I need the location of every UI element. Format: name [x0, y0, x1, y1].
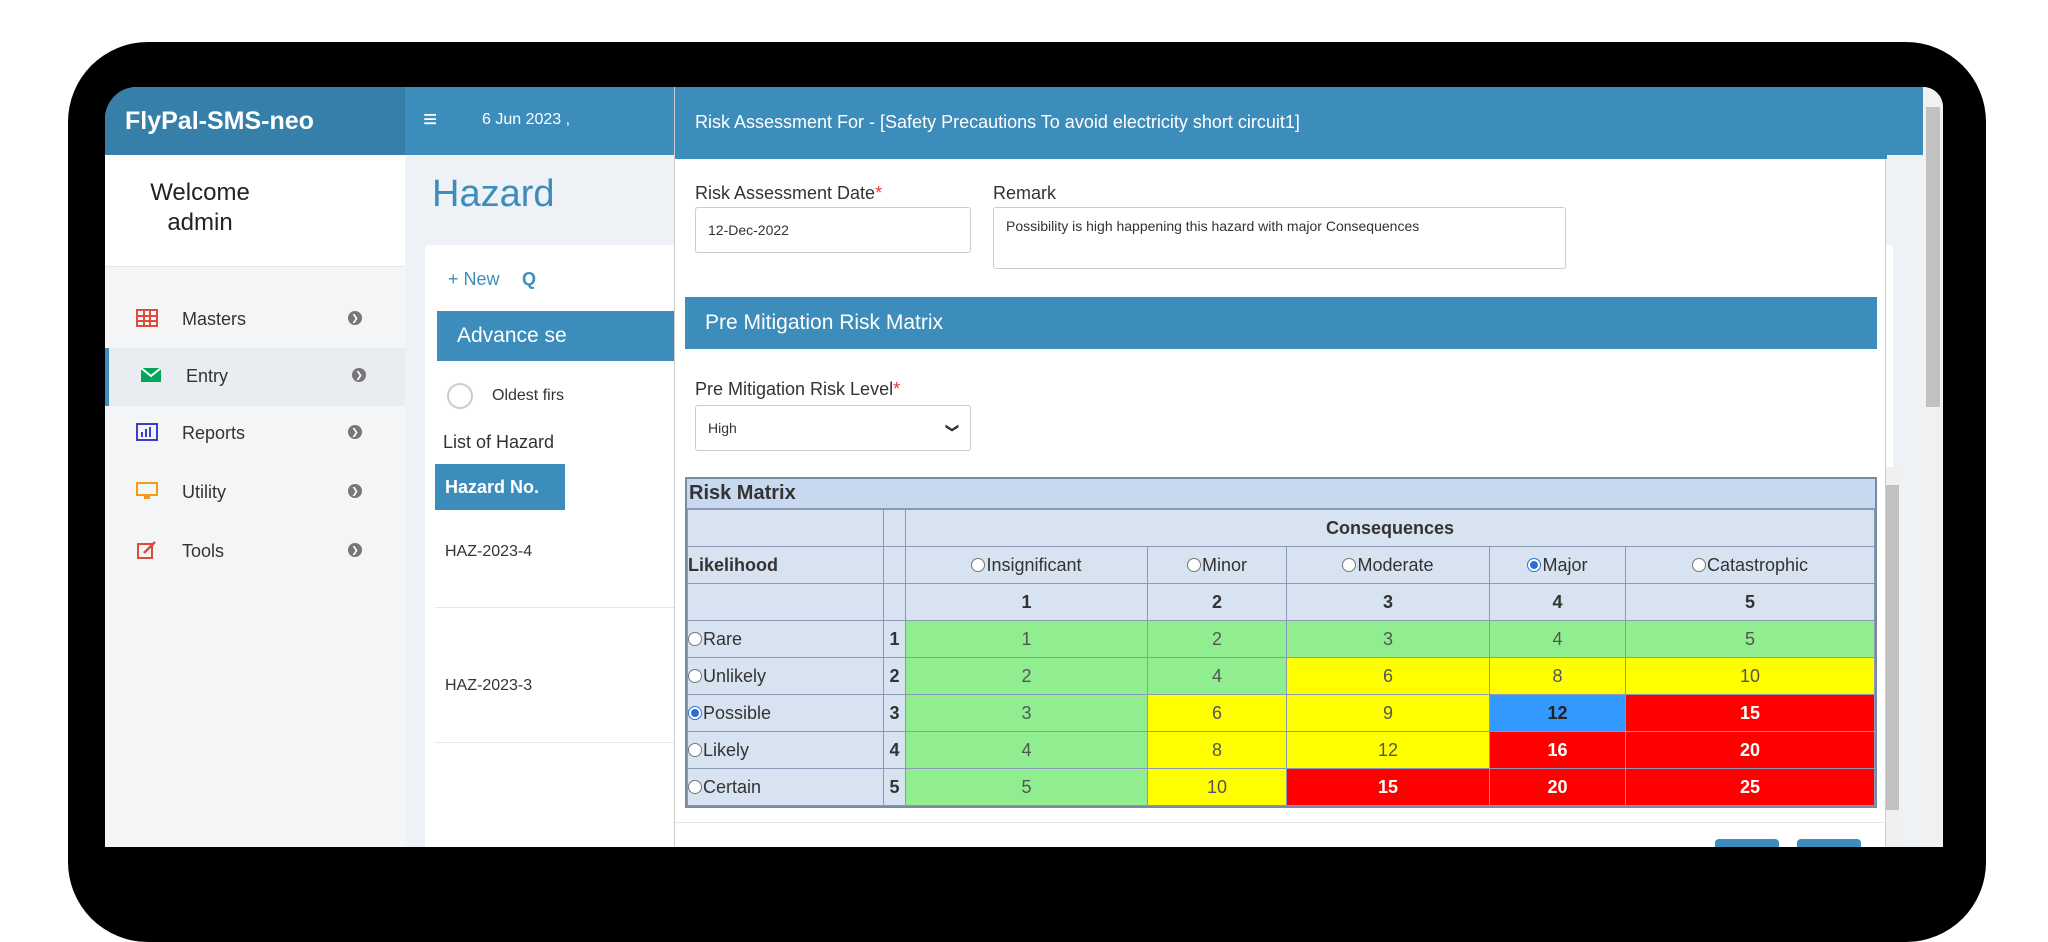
risk-score-cell: 12: [1490, 695, 1626, 732]
date-field-label: [695, 183, 882, 204]
likelihood-header: Likelihood: [688, 547, 884, 584]
consequence-radio[interactable]: [1187, 558, 1201, 572]
risk-score-cell: 5: [1626, 621, 1875, 658]
likelihood-radio[interactable]: [688, 743, 702, 757]
search-icon[interactable]: Q: [522, 269, 537, 289]
risk-date-input[interactable]: 12-Dec-2022: [695, 207, 971, 253]
risk-score-cell: 4: [1490, 621, 1626, 658]
consequence-number: 1: [906, 584, 1148, 621]
risk-score-cell: 20: [1490, 769, 1626, 806]
risk-score-cell: 5: [906, 769, 1148, 806]
consequence-insignificant[interactable]: [906, 547, 1148, 584]
likelihood-number: 3: [884, 695, 906, 732]
consequence-number: 3: [1287, 584, 1490, 621]
likelihood-label: Possible: [703, 702, 772, 723]
likelihood-number: 4: [884, 732, 906, 769]
consequence-number: 5: [1626, 584, 1875, 621]
likelihood-row-possible: [688, 695, 1875, 732]
sidebar-item-utility[interactable]: [105, 464, 405, 522]
consequence-minor[interactable]: [1148, 547, 1287, 584]
sidebar-item-masters[interactable]: [105, 291, 405, 349]
chevron-right-icon: ❯: [352, 368, 366, 382]
sidebar-item-label: Entry: [186, 366, 229, 386]
risk-score-cell: 16: [1490, 732, 1626, 769]
advance-search-label: Advance se: [457, 324, 567, 347]
sidebar-item-label: Reports: [182, 423, 246, 443]
risk-score-cell: 6: [1287, 658, 1490, 695]
edit-icon: [136, 541, 158, 559]
risk-level-value: High: [708, 420, 737, 436]
menu-toggle-icon[interactable]: ≡: [423, 106, 438, 133]
likelihood-label: Unlikely: [703, 665, 767, 686]
likelihood-option[interactable]: [688, 621, 884, 658]
required-mark: *: [893, 379, 901, 399]
risk-score-cell: 3: [1287, 621, 1490, 658]
section-title: Pre Mitigation Risk Matrix: [685, 297, 1877, 349]
oldest-first-label: Oldest firs: [492, 387, 565, 404]
bar-chart-icon: [136, 423, 158, 441]
risk-score-cell: 9: [1287, 695, 1490, 732]
remark-textarea[interactable]: Possibility is high happening this hazard with major Consequences: [993, 207, 1566, 269]
likelihood-label: Rare: [703, 628, 743, 649]
risk-score-cell: 1: [906, 621, 1148, 658]
sidebar-item-entry[interactable]: [105, 348, 405, 406]
likelihood-label: Certain: [703, 776, 762, 797]
likelihood-radio[interactable]: [688, 632, 702, 646]
likelihood-option[interactable]: [688, 732, 884, 769]
risk-score-cell: 4: [906, 732, 1148, 769]
consequence-moderate[interactable]: [1287, 547, 1490, 584]
oldest-first-radio[interactable]: [447, 383, 473, 409]
chevron-right-icon: ❯: [348, 543, 362, 557]
sidebar-item-tools[interactable]: [105, 523, 405, 581]
consequence-radio[interactable]: [1527, 558, 1541, 572]
likelihood-radio[interactable]: [688, 780, 702, 794]
likelihood-option[interactable]: [688, 695, 884, 732]
consequence-label: Moderate: [1357, 554, 1434, 575]
risk-score-cell: 15: [1626, 695, 1875, 732]
risk-score-cell: 12: [1287, 732, 1490, 769]
chevron-right-icon: ❯: [348, 311, 362, 325]
welcome-user: admin: [167, 209, 233, 236]
likelihood-number: 2: [884, 658, 906, 695]
chevron-right-icon: ❯: [348, 425, 362, 439]
monitor-icon: [136, 482, 158, 500]
risk-score-cell: 20: [1626, 732, 1875, 769]
risk-score-cell: 8: [1148, 732, 1287, 769]
app-screen: [105, 87, 1943, 847]
risk-level-field-label: [695, 379, 900, 400]
likelihood-label: Likely: [703, 739, 750, 760]
consequence-number: 2: [1148, 584, 1287, 621]
risk-assessment-modal: [674, 87, 1886, 847]
risk-matrix-body: [688, 621, 1875, 806]
risk-score-cell: 25: [1626, 769, 1875, 806]
risk-score-cell: 6: [1148, 695, 1287, 732]
table-scrollbar-thumb[interactable]: [1885, 485, 1899, 810]
risk-score-cell: 2: [906, 658, 1148, 695]
likelihood-number: 1: [884, 621, 906, 658]
sidebar-item-reports[interactable]: [105, 405, 405, 463]
risk-score-cell: 15: [1287, 769, 1490, 806]
new-button[interactable]: + New: [448, 269, 500, 289]
risk-score-cell: 8: [1490, 658, 1626, 695]
likelihood-row-certain: [688, 769, 1875, 806]
sidebar-item-label: Tools: [182, 541, 225, 561]
modal-footer-divider: [675, 822, 1887, 823]
header-blank: [884, 547, 906, 584]
risk-score-cell: 2: [1148, 621, 1287, 658]
header-blank: [688, 584, 884, 621]
modal-title: Risk Assessment For - [Safety Precautions To avoid electricity short circuit1]: [675, 87, 1887, 159]
consequence-label: Insignificant: [986, 554, 1082, 575]
consequence-major[interactable]: [1490, 547, 1626, 584]
likelihood-row-rare: [688, 621, 1875, 658]
risk-matrix: [685, 477, 1877, 808]
sidebar: [105, 155, 405, 847]
envelope-icon: [140, 366, 162, 384]
consequences-header: Consequences: [906, 510, 1875, 547]
chevron-right-icon: ❯: [348, 484, 362, 498]
header-blank: [884, 510, 906, 547]
table-row: HAZ-2023-3: [445, 677, 533, 694]
header-blank: [884, 584, 906, 621]
risk-matrix-table: [687, 509, 1875, 806]
consequence-radio[interactable]: [971, 558, 985, 572]
risk-score-cell: 10: [1626, 658, 1875, 695]
remark-label: Remark: [993, 183, 1057, 203]
likelihood-number: 5: [884, 769, 906, 806]
risk-level-select[interactable]: [695, 405, 971, 451]
consequence-radio[interactable]: [1342, 558, 1356, 572]
welcome-panel: [105, 155, 405, 267]
page-title: Hazard: [432, 173, 555, 215]
consequence-radio[interactable]: [1692, 558, 1706, 572]
chevron-down-icon: ❯: [945, 422, 961, 434]
consequence-label: Major: [1542, 554, 1588, 575]
risk-matrix-title: Risk Matrix: [687, 479, 1875, 509]
risk-score-cell: 10: [1148, 769, 1287, 806]
consequence-number: 4: [1490, 584, 1626, 621]
likelihood-radio[interactable]: [688, 706, 702, 720]
likelihood-option[interactable]: [688, 769, 884, 806]
welcome-text: Welcome: [150, 179, 250, 206]
date-label-text: Risk Assessment Date: [695, 183, 876, 203]
grid-icon: [136, 309, 158, 327]
brand-logo[interactable]: FlyPal-SMS-neo: [105, 87, 405, 155]
table-row: HAZ-2023-4: [445, 543, 533, 560]
window-scrollbar-thumb[interactable]: [1926, 107, 1940, 407]
risk-score-cell: 3: [906, 695, 1148, 732]
risk-score-cell: 4: [1148, 658, 1287, 695]
sidebar-item-label: Utility: [182, 482, 226, 502]
required-mark: *: [875, 183, 883, 203]
likelihood-row-likely: [688, 732, 1875, 769]
consequence-label: Minor: [1201, 554, 1247, 575]
consequence-label: Catastrophic: [1706, 554, 1809, 575]
likelihood-radio[interactable]: [688, 669, 702, 683]
consequence-catastrophic[interactable]: [1626, 547, 1875, 584]
column-header-hazard-no[interactable]: Hazard No.: [435, 464, 565, 510]
list-heading: List of Hazard: [443, 432, 555, 452]
current-date: 6 Jun 2023 ,: [482, 111, 571, 128]
likelihood-option[interactable]: [688, 658, 884, 695]
sidebar-item-label: Masters: [182, 309, 247, 329]
header-blank: [688, 510, 884, 547]
risk-level-label-text: Pre Mitigation Risk Level: [695, 379, 894, 399]
likelihood-row-unlikely: [688, 658, 1875, 695]
